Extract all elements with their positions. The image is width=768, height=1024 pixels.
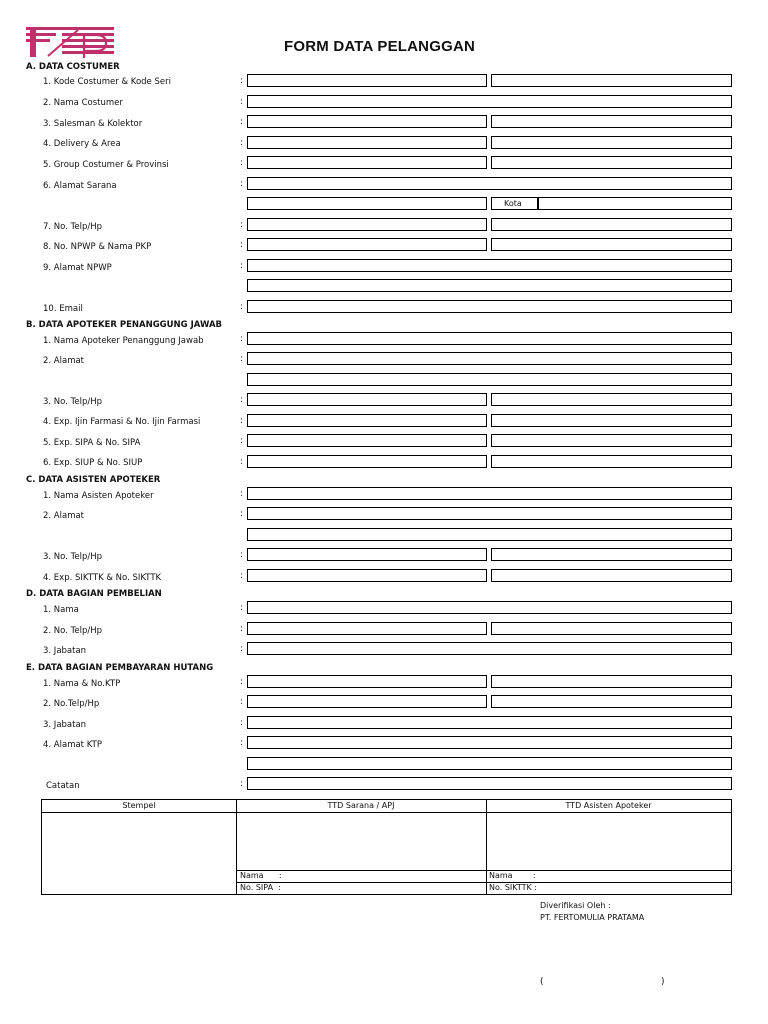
- colon: :: [240, 624, 243, 634]
- exp-siup-field[interactable]: [247, 455, 487, 468]
- no-sipa-label: No. SIPA :: [240, 883, 281, 892]
- label-alamat-npwp: 9. Alamat NPWP: [43, 263, 112, 273]
- section-b-heading: B. DATA APOTEKER PENANGGUNG JAWAB: [26, 320, 223, 330]
- delivery-field[interactable]: [247, 136, 487, 149]
- label-nama-costumer: 2. Nama Costumer: [43, 98, 123, 108]
- alamat-npwp-line2-field[interactable]: [247, 279, 732, 292]
- label-group-provinsi: 5. Group Costumer & Provinsi: [43, 160, 169, 170]
- label-kode-costumer: 1. Kode Costumer & Kode Seri: [43, 77, 171, 87]
- exp-sikttk-field[interactable]: [247, 569, 487, 582]
- form-title: FORM DATA PELANGGAN: [284, 38, 476, 55]
- colon: :: [240, 416, 243, 426]
- company-name: PT. FERTOMULIA PRATAMA: [540, 913, 645, 922]
- colon: :: [240, 220, 243, 230]
- colon: :: [240, 240, 243, 250]
- colon: :: [240, 718, 243, 728]
- label-telp-asisten: 3. No. Telp/Hp: [43, 552, 103, 562]
- nama-hutang-field[interactable]: [247, 675, 487, 688]
- label-catatan: Catatan: [46, 781, 80, 791]
- colon: :: [240, 738, 243, 748]
- hp-pembelian-field[interactable]: [491, 622, 732, 635]
- colon: :: [240, 302, 243, 312]
- colon: :: [240, 677, 243, 687]
- stempel-header: Stempel: [122, 801, 156, 810]
- label-salesman-kolektor: 3. Salesman & Kolektor: [43, 119, 143, 129]
- diverifikasi-label: Diverifikasi Oleh :: [540, 901, 611, 910]
- section-a-heading: A. DATA COSTUMER: [26, 62, 120, 72]
- colon: :: [240, 779, 243, 789]
- label-telp-hutang: 2. No.Telp/Hp: [43, 699, 100, 709]
- kolektor-field[interactable]: [491, 115, 732, 128]
- label-jabatan-pembelian: 3. Jabatan: [43, 646, 87, 656]
- exp-sipa-field[interactable]: [247, 434, 487, 447]
- colon: :: [240, 76, 243, 86]
- colon: :: [240, 179, 243, 189]
- colon: :: [240, 436, 243, 446]
- nama-asisten-label: Nama :: [489, 871, 536, 880]
- ttd-asisten-area[interactable]: [487, 813, 731, 870]
- open-paren: (: [540, 977, 544, 987]
- colon: :: [240, 354, 243, 364]
- label-alamat-asisten: 2. Alamat: [43, 511, 85, 521]
- nama-pkp-field[interactable]: [491, 238, 732, 251]
- provinsi-field[interactable]: [491, 156, 732, 169]
- kota-field[interactable]: [538, 197, 732, 210]
- colon: :: [240, 97, 243, 107]
- alamat-asisten-line2-field[interactable]: [247, 528, 732, 541]
- no-sikttk-field[interactable]: [491, 569, 732, 582]
- hp-asisten-field[interactable]: [491, 548, 732, 561]
- telp-pembelian-field[interactable]: [247, 622, 487, 635]
- ttd-sarana-header: TTD Sarana / APJ: [327, 801, 395, 810]
- alamat-sarana-line2-field[interactable]: [247, 197, 487, 210]
- label-jabatan-hutang: 3. Jabatan: [43, 720, 87, 730]
- stempel-area[interactable]: [42, 813, 236, 894]
- colon: :: [240, 644, 243, 654]
- email-field[interactable]: [247, 300, 732, 313]
- label-telp-pembelian: 2. No. Telp/Hp: [43, 626, 103, 636]
- jabatan-pembelian-field[interactable]: [247, 642, 732, 655]
- colon: :: [240, 117, 243, 127]
- label-telp-hp: 7. No. Telp/Hp: [43, 222, 103, 232]
- nama-asisten-field[interactable]: [247, 487, 732, 500]
- alamat-sarana-field[interactable]: [247, 177, 732, 190]
- colon: :: [240, 138, 243, 148]
- alamat-npwp-field[interactable]: [247, 259, 732, 272]
- section-e-heading: E. DATA BAGIAN PEMBAYARAN HUTANG: [26, 663, 214, 673]
- close-paren: ): [661, 977, 665, 987]
- alamat-ktp-line2-field[interactable]: [247, 757, 732, 770]
- label-email: 10. Email: [43, 304, 83, 314]
- hp-apj-field[interactable]: [491, 393, 732, 406]
- company-logo: [26, 27, 114, 59]
- label-nama-pembelian: 1. Nama: [43, 605, 79, 615]
- area-field[interactable]: [491, 136, 732, 149]
- colon: :: [240, 571, 243, 581]
- colon: :: [240, 489, 243, 499]
- jabatan-hutang-field[interactable]: [247, 716, 732, 729]
- telp-apj-field[interactable]: [247, 393, 487, 406]
- label-alamat-apj: 2. Alamat: [43, 356, 85, 366]
- nama-pembelian-field[interactable]: [247, 601, 732, 614]
- telp-hutang-field[interactable]: [247, 695, 487, 708]
- label-nama-asisten: 1. Nama Asisten Apoteker: [43, 491, 154, 501]
- ttd-asisten-header: TTD Asisten Apoteker: [565, 801, 652, 810]
- kode-seri-field[interactable]: [491, 74, 732, 87]
- no-ijin-farmasi-field[interactable]: [491, 414, 732, 427]
- label-ijin-farmasi: 4. Exp. Ijin Farmasi & No. Ijin Farmasi: [43, 417, 201, 427]
- label-siup: 6. Exp. SIUP & No. SIUP: [43, 458, 143, 468]
- colon: :: [240, 550, 243, 560]
- colon: :: [240, 509, 243, 519]
- nama-costumer-field[interactable]: [247, 95, 732, 108]
- label-sipa: 5. Exp. SIPA & No. SIPA: [43, 438, 141, 448]
- colon: :: [240, 697, 243, 707]
- telp-asisten-field[interactable]: [247, 548, 487, 561]
- no-sikttk-label: No. SIKTTK :: [489, 883, 538, 892]
- alamat-ktp-field[interactable]: [247, 736, 732, 749]
- divider: [236, 882, 731, 883]
- label-sikttk: 4. Exp. SIKTTK & No. SIKTTK: [43, 573, 162, 583]
- divider: [236, 870, 731, 871]
- no-siup-field[interactable]: [491, 455, 732, 468]
- no-ktp-field[interactable]: [491, 675, 732, 688]
- colon: :: [240, 457, 243, 467]
- alamat-asisten-field[interactable]: [247, 507, 732, 520]
- group-costumer-field[interactable]: [247, 156, 487, 169]
- label-nama-apj: 1. Nama Apoteker Penanggung Jawab: [43, 336, 204, 346]
- hp-field[interactable]: [491, 218, 732, 231]
- alamat-apj-field[interactable]: [247, 352, 732, 365]
- label-alamat-sarana: 6. Alamat Sarana: [43, 181, 117, 191]
- kota-label: Kota: [491, 197, 538, 210]
- no-sipa-field[interactable]: [491, 434, 732, 447]
- label-npwp-pkp: 8. No. NPWP & Nama PKP: [43, 242, 152, 252]
- ttd-sarana-area[interactable]: [237, 813, 486, 870]
- colon: :: [240, 395, 243, 405]
- nama-apj-field[interactable]: [247, 332, 732, 345]
- exp-ijin-farmasi-field[interactable]: [247, 414, 487, 427]
- nama-sarana-label: Nama :: [240, 871, 282, 880]
- colon: :: [240, 158, 243, 168]
- hp-hutang-field[interactable]: [491, 695, 732, 708]
- kode-costumer-field[interactable]: [247, 74, 487, 87]
- section-d-heading: D. DATA BAGIAN PEMBELIAN: [26, 589, 162, 599]
- colon: :: [240, 261, 243, 271]
- telp-field[interactable]: [247, 218, 487, 231]
- colon: :: [240, 603, 243, 613]
- salesman-field[interactable]: [247, 115, 487, 128]
- label-alamat-ktp: 4. Alamat KTP: [43, 740, 102, 750]
- colon: :: [240, 334, 243, 344]
- section-c-heading: C. DATA ASISTEN APOTEKER: [26, 475, 161, 485]
- label-nama-ktp: 1. Nama & No.KTP: [43, 679, 121, 689]
- signature-table: [41, 799, 732, 895]
- npwp-field[interactable]: [247, 238, 487, 251]
- catatan-field[interactable]: [247, 777, 732, 790]
- label-telp-apj: 3. No. Telp/Hp: [43, 397, 103, 407]
- label-delivery-area: 4. Delivery & Area: [43, 139, 121, 149]
- alamat-apj-line2-field[interactable]: [247, 373, 732, 386]
